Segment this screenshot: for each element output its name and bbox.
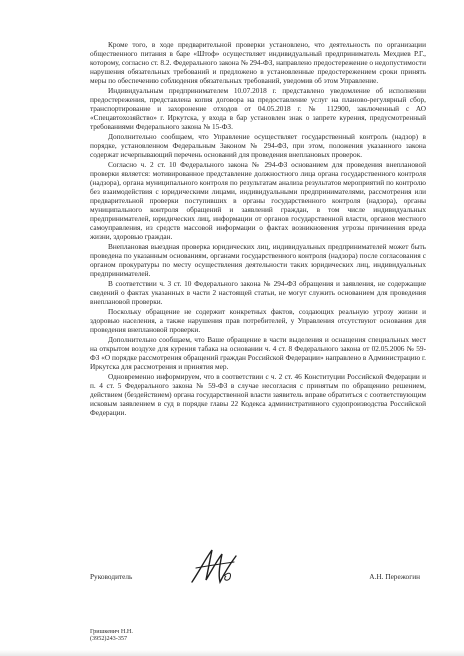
paragraph-1: Кроме того, в ходе предварительной проверки установлено, что деятельность по организации общественного питания в баре «Штоф» осуществляет индивидуальный предприниматель Мехдиев Р.Г., которому, согласно ст. 8.2. Федерального закона № 294-ФЗ, направлено предостережение о недопустимости нарушения обязательных требований и предложено в установленные предостережением сроки принять меры по обеспечению соблюдения обязательных требований, уведомив об этом Управление. bbox=[90, 40, 426, 85]
executor-contact bbox=[90, 628, 133, 643]
paragraph-8: Дополнительно сообщаем, что Ваше обращение в части выделения и оснащения специальных мест на открытом воздухе для курения табака на основании ч. 4 ст. 8 Федерального закона от 02.05.2006 № 59-ФЗ «О порядке рассмотрения обращений граждан Российской Федерации» направлено в Администрацию г. Иркутска для рассмотрения и принятия мер. bbox=[90, 335, 426, 371]
letter-body bbox=[90, 40, 426, 418]
paragraph-6: В соответствии ч. 3 ст. 10 Федерального закона № 294-ФЗ обращения и заявления, не содержащие сведений о фактах указанных в части 2 настоящей статьи, не могут служить основанием для проведения внеплановой проверки. bbox=[90, 279, 426, 306]
scan-edge bbox=[0, 650, 464, 656]
executor-phone: (3952)243-357 bbox=[90, 635, 128, 643]
paragraph-7: Поскольку обращение не содержит конкретных фактов, создающих реальную угрозу жизни и здоровью населения, а также нарушения прав потребителей, у Управления отсутствуют основания для проведения внеплановой проверки. bbox=[90, 307, 426, 334]
paragraph-2: Индивидуальным предпринимателем 10.07.2018 г. представлено уведомление об исполнении предостережения, представлена копия договора на предоставление услуг на планово-регулярный сбор, транспортирование и захоронение отходов от 04.05.2018 г. № 112900, заключенный с АО «Спецавтохозяйство» г. Иркутска, у входа в бар установлен знак о запрете курения, предусмотренный требованиями Федерального закона № 15-ФЗ. bbox=[90, 86, 426, 131]
paragraph-4: Согласно ч. 2 ст. 10 Федерального закона № 294-ФЗ основанием для проведения внеплановой проверки является: мотивированное представление должностного лица органа государственного контроля (надзора), органа муниципального контроля по результатам анализа результатов мероприятий по контролю без взаимодействия с юридическими лицами, индивидуальными предпринимателями, рассмотрения или предварительной проверки поступивших в органы государственного контроля (надзора), органы муниципального контроля обращений и заявлений граждан, в том числе индивидуальных предпринимателей, юридических лиц, информации от органов государственной власти, органов местного самоуправления, из средств массовой информации о фактах возникновения угрозы причинения вреда жизни, здоровью граждан. bbox=[90, 160, 426, 241]
paragraph-9: Одновременно информируем, что в соответствии с ч. 2 ст. 46 Конституции Российской Федерации и п. 4 ст. 5 Федерального закона № 59-ФЗ в случае несогласия с принятым по обращению решением, действием (бездействием) органа государственной власти заявитель вправе обратиться с соответствующим исковым заявлением в суд в порядке главы 22 Кодекса административного судопроизводства Российской Федерации. bbox=[90, 372, 426, 417]
paragraph-5: Внеплановая выездная проверка юридических лиц, индивидуальных предпринимателей может быть проведена по указанным основаниям, органами государственного контроля (надзора) после согласования с органом прокуратуры по месту осуществления деятельности таких юридических лиц, индивидуальных предпринимателей. bbox=[90, 242, 426, 278]
signatory-name: А.Н. Пережогин bbox=[369, 572, 420, 581]
signatory-title: Руководитель bbox=[90, 572, 133, 581]
paragraph-3: Дополнительно сообщаем, что Управление осуществляет государственный контроль (надзор) в порядке, установленном Федеральным Законом № 294-ФЗ, при этом, положения указанного закона содержат исчерпывающий перечень оснований для проведения внеплановых проверок. bbox=[90, 132, 426, 159]
executor-name: Гришкевич Н.Н. bbox=[90, 628, 133, 635]
signature-block bbox=[90, 572, 426, 586]
